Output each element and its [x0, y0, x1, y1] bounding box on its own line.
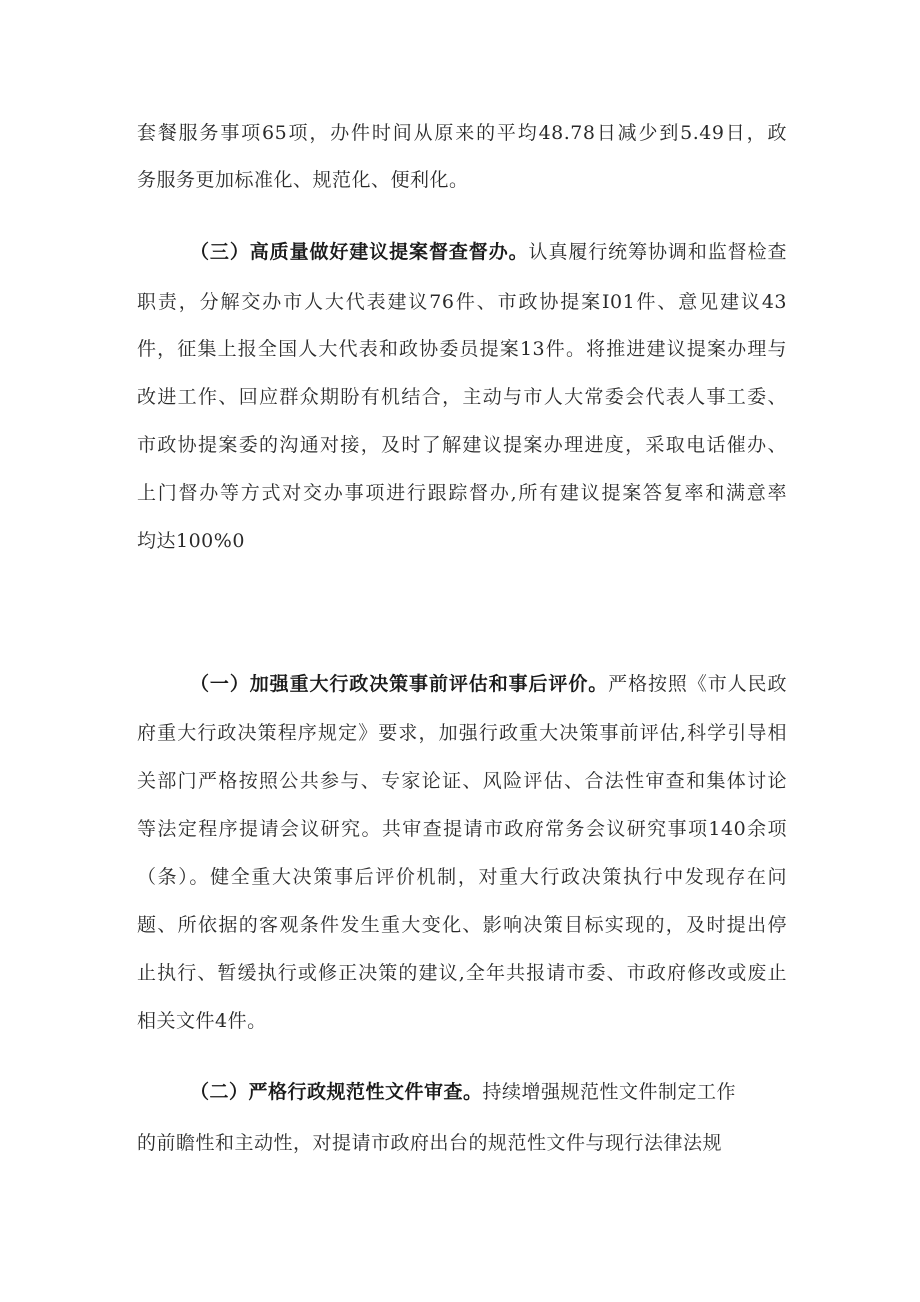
- paragraph-line: （条）。健全重大决策事后评价机制，对重大行政决策执行中发现存在问: [137, 866, 787, 888]
- paragraph-heading: （二）严格行政规范性文件审查。: [190, 1081, 483, 1103]
- paragraph-text: 持续增强规范性文件制定工作: [482, 1081, 737, 1103]
- paragraph-line: 务服务更加标准化、规范化、便利化。: [137, 169, 469, 191]
- paragraph-line: 职责，分解交办市人大代表建议76件、市政协提案I01件、意见建议43: [137, 291, 787, 313]
- paragraph-line: 上门督办等方式对交办事项进行跟踪督办,所有建议提案答复率和满意率: [137, 482, 787, 504]
- paragraph-line: 套餐服务事项65项，办件时间从原来的平均48.78日减少到5.49日，政: [137, 122, 787, 144]
- paragraph-line: 府重大行政决策程序规定》要求，加强行政重大决策事前评估,科学引导相: [137, 722, 787, 744]
- paragraph-first-line: [190, 240, 787, 264]
- paragraph-line: 市政协提案委的沟通对接，及时了解建议提案办理进度，采取电话催办、: [137, 434, 787, 456]
- paragraph-line: 件，征集上报全国人大代表和政协委员提案13件。将推进建议提案办理与: [137, 338, 787, 360]
- paragraph-heading: （三）高质量做好建议提案督查督办。: [190, 241, 529, 263]
- paragraph-line: 的前瞻性和主动性，对提请市政府出台的规范性文件与现行法律法规: [137, 1132, 723, 1154]
- paragraph-first-line: [190, 672, 787, 696]
- paragraph-text: 认真履行统筹协调和监督检查: [528, 241, 787, 263]
- paragraph-text: 严格按照《市人民政: [608, 673, 787, 695]
- paragraph-line: 等法定程序提请会议研究。共审查提请市政府常务会议研究事项140余项: [137, 818, 787, 840]
- paragraph-line: 均达100%0: [137, 530, 245, 552]
- paragraph-line: 关部门严格按照公共参与、专家论证、风险评估、合法性审查和集体讨论: [137, 770, 787, 792]
- paragraph-heading: （一）加强重大行政决策事前评估和事后评价。: [190, 673, 609, 695]
- paragraph-line: 止执行、暂缓执行或修正决策的建议,全年共报请市委、市政府修改或废止: [137, 962, 787, 984]
- paragraph-first-line: [190, 1080, 750, 1104]
- paragraph-line: 改进工作、回应群众期盼有机结合，主动与市人大常委会代表人事工委、: [137, 386, 787, 408]
- paragraph-line: 题、所依据的客观条件发生重大变化、影响决策目标实现的，及时提出停: [137, 914, 787, 936]
- paragraph-line: 相关文件4件。: [137, 1010, 267, 1032]
